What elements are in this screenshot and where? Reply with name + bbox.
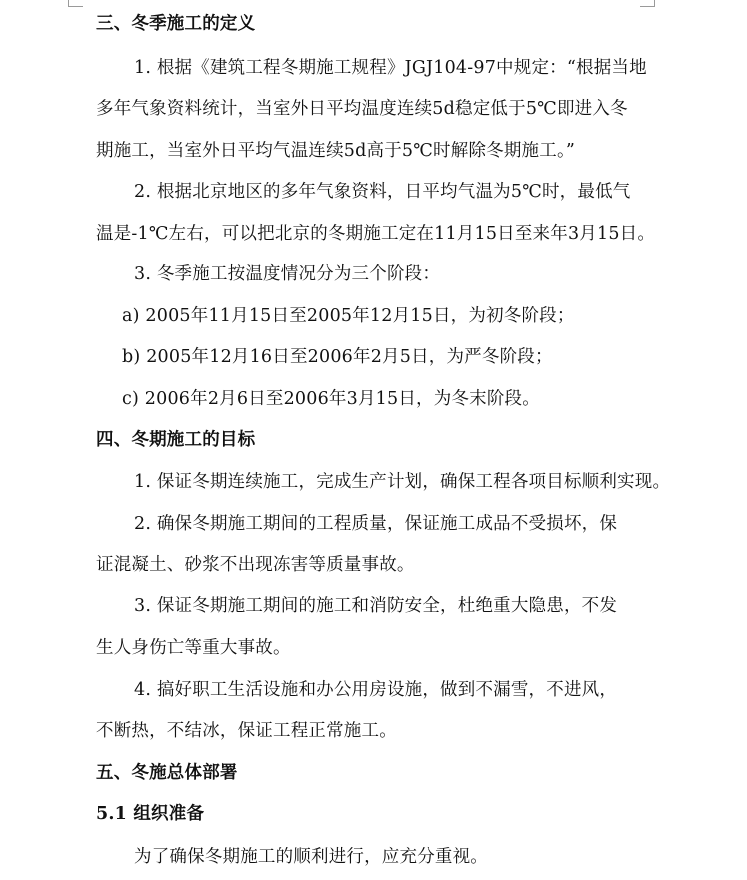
goal4-line1: 4. 搞好职工生活设施和办公用房设施，做到不漏雪，不进风，	[134, 680, 618, 700]
goal3-line1: 3. 保证冬期施工期间的施工和消防安全，杜绝重大隐患，不发	[134, 596, 618, 616]
section5-1-heading: 5.1 组织准备	[96, 804, 205, 824]
goal3-line2: 生人身伤亡等重大事故。	[96, 638, 291, 658]
section4-heading: 四、冬期施工的目标	[96, 430, 256, 450]
section3-paragraph1-line1: 1. 根据《建筑工程冬期施工规程》JGJ104-97中规定：“根据当地	[134, 58, 647, 78]
section3-paragraph2-line1: 2. 根据北京地区的多年气象资料，日平均气温为5℃时，最低气	[134, 182, 631, 202]
winter-stage-a: a) 2005年11月15日至2005年12月15日，为初冬阶段；	[122, 306, 575, 326]
goal1: 1. 保证冬期连续施工，完成生产计划，确保工程各项目标顺利实现。	[134, 472, 671, 492]
section3-paragraph1-line2: 多年气象资料统计，当室外日平均温度连续5d稳定低于5℃即进入冬	[96, 99, 628, 119]
page-corner-mark-left	[68, 0, 83, 7]
goal2-line1: 2. 确保冬期施工期间的工程质量，保证施工成品不受损坏，保	[134, 514, 618, 534]
section3-paragraph3: 3. 冬季施工按温度情况分为三个阶段：	[134, 264, 441, 284]
winter-stage-c: c) 2006年2月6日至2006年3月15日，为冬末阶段。	[122, 389, 540, 409]
goal4-line2: 不断热，不结冰，保证工程正常施工。	[96, 721, 397, 741]
page-corner-mark-right	[640, 0, 655, 7]
section3-paragraph2-line2: 温是-1℃左右，可以把北京的冬期施工定在11月15日至来年3月15日。	[96, 224, 656, 244]
section5-1-paragraph1: 为了确保冬期施工的顺利进行，应充分重视。	[134, 847, 488, 867]
winter-stage-b: b) 2005年12月16日至2006年2月5日，为严冬阶段；	[122, 347, 553, 367]
section3-heading: 三、冬季施工的定义	[96, 14, 256, 34]
section5-heading: 五、冬施总体部署	[96, 763, 238, 783]
goal2-line2: 证混凝土、砂浆不出现冻害等质量事故。	[96, 555, 415, 575]
section3-paragraph1-line3: 期施工，当室外日平均气温连续5d高于5℃时解除冬期施工。”	[96, 141, 576, 161]
